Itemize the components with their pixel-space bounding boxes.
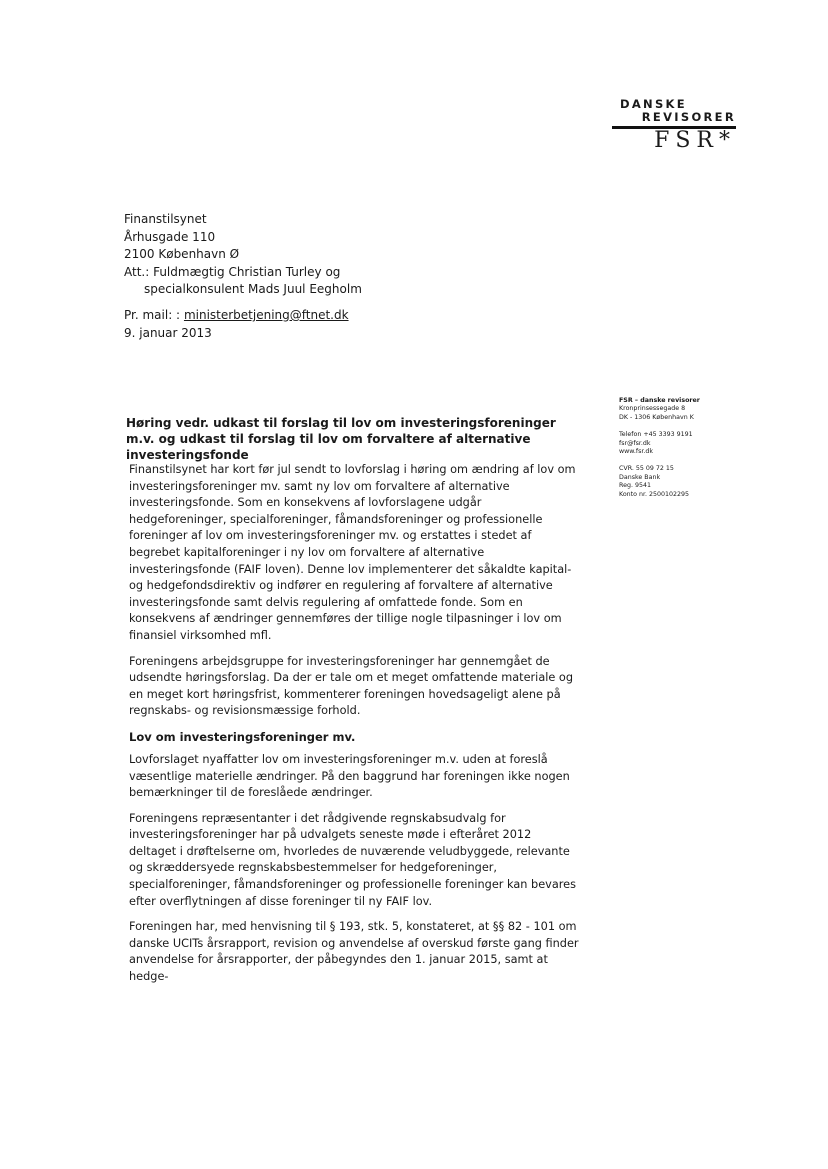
paragraph: Foreningen har, med henvisning til § 193, stk. 5, konstateret, at §§ 82 - 101 om danske UCITs årsrapport, revision og anvendelse af overskud første gang finder anvendelse for årsrapporter, der påbegyndes den 1. januar 2015, samt at hedge- [129,920,579,984]
fsr-logo [612,98,736,153]
mail-label: Pr. mail: : [124,308,181,322]
recipient-street: Århusgade 110 [124,229,216,244]
paragraph: Finanstilsynet har kort før jul sendt to lovforslag i høring om ændring af lov om investeringsforeninger mv. samt ny lov om forvaltere af alternative investeringsfonde. Som en konsekvens af lovforslagene udgår hedgeforeninger, specialforeninger, fåmandsforeninger og professionelle foreninger af lov om investeringsforeninger mv. og erstattes i stedet af begrebet kapitalforeninger i ny lov om forvaltere af alternative investeringsfonde (FAIF loven). Denne lov implementerer det såkaldte kapital- og hedgefondsdirektiv og indfører en regulering af forvaltere af alternative investeringsfonde samt delvis regulering af omfattede fonde. Som en konsekvens af ændringer gennemføres der tillige nogle tilpasninger i lov om finansiel virksomhed mfl. [129,463,576,642]
letter-subject: Høring vedr. udkast til forslag til lov om investeringsforeninger m.v. og udkast til forslag til lov om forvaltere af alternative investeringsfonde [126,416,556,462]
logo-line-revisorer: REVISORER [641,110,736,124]
recipient-attention: Att.: Fuldmægtig Christian Turley og [124,264,341,279]
sender-city: DK - 1306 København K [619,413,694,421]
sender-street: Kronprinsessegade 8 [619,405,686,413]
sender-phone: Telefon +45 3393 9191 [619,431,693,439]
sender-konto: Konto nr. 2500102295 [619,490,690,498]
mail-block [124,307,349,342]
recipient-city: 2100 København Ø [124,247,240,261]
sender-email: fsr@fsr.dk [619,439,651,447]
paragraph: Foreningens arbejdsgruppe for investeringsforeninger har gennemgået de udsendte høringsforslag. Da der er tale om et meget omfattende materiale og en meget kort høringsfrist, kommenterer foreningen hovedsageligt alene på regnskabs- og revisionsmæssige forhold. [129,654,574,718]
section-heading: Lov om investeringsforeninger mv. [129,729,356,744]
paragraph: Lovforslaget nyaffatter lov om investeringsforeninger m.v. uden at foreslå væsentlige materielle ændringer. På den baggrund har foreningen ikke nogen bemærkninger til de foreslåede ændringer. [129,752,570,800]
logo-line-danske: DANSKE [620,97,687,111]
logo-mark: FSR* [654,128,736,153]
sender-web: www.fsr.dk [619,448,654,456]
recipient-name: Finanstilsynet [124,212,207,226]
sender-info [619,397,799,499]
sender-cvr: CVR. 55 09 72 15 [619,465,674,473]
sender-org: FSR – danske revisorer [619,397,700,404]
sender-bank: Danske Bank [619,473,661,481]
letter-body [129,462,581,995]
recipient-attention-cont: specialkonsulent Mads Juul Eegholm [144,282,362,296]
sender-reg: Reg. 9541 [619,482,651,490]
letter-date: 9. januar 2013 [124,325,212,340]
paragraph: Foreningens repræsentanter i det rådgivende regnskabsudvalg for investeringsforeninger har på udvalgets seneste møde i efteråret 2012 deltaget i drøftelserne om, hvorledes de nuværende veludbyggede, relevante og skræddersyede regnskabsbestemmelser for hedgeforeninger, specialforeninger, fåmandsforeninger og professionelle foreninger kan bevares efter overflytningen af disse foreninger til ny FAIF lov. [129,811,577,908]
mail-address-link[interactable]: ministerbetjening@ftnet.dk [183,308,349,322]
recipient-address [124,211,362,299]
